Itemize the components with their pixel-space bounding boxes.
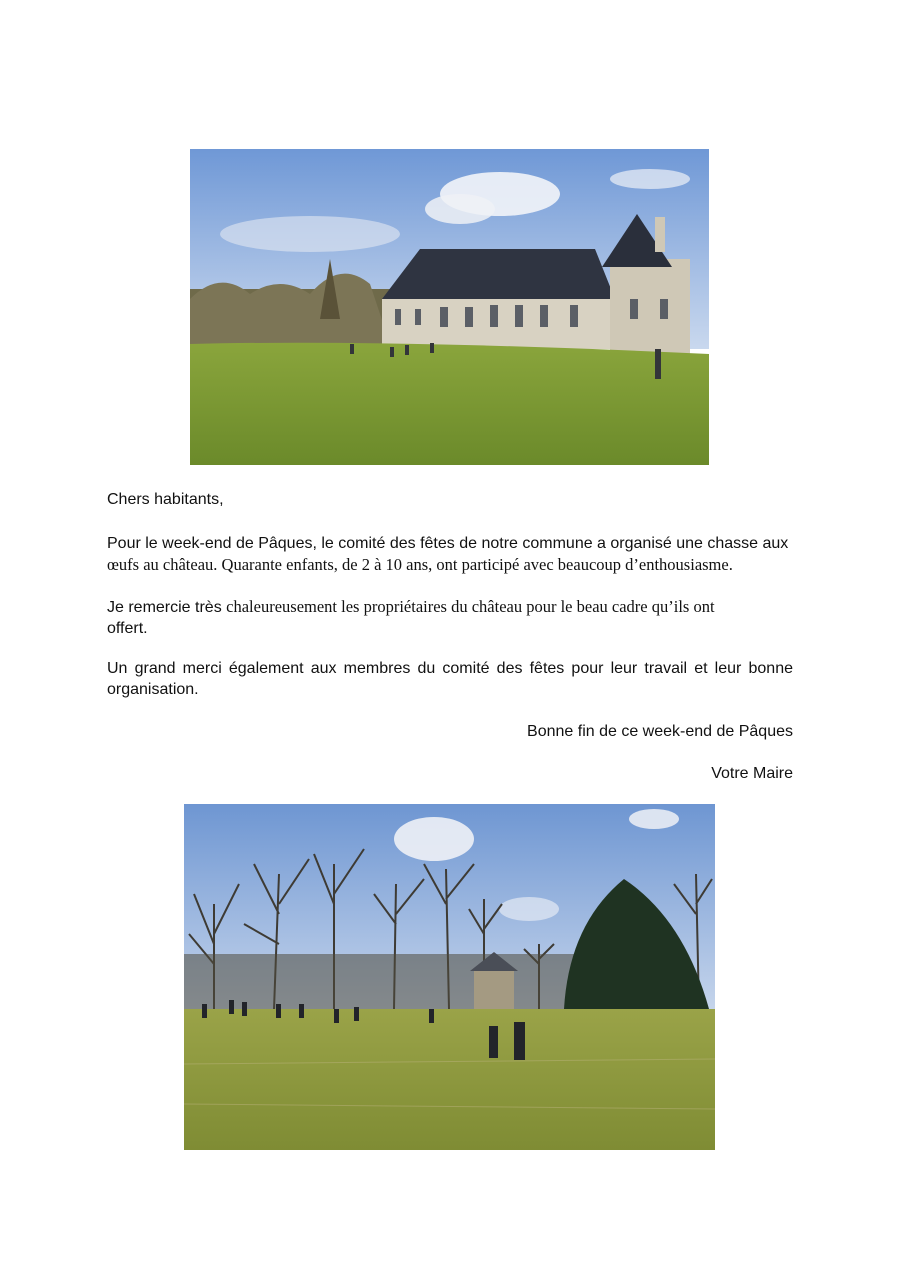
paragraph-thanks-owners-middle: chaleureusement les propriétaires du château pour le beau cadre qu’ils ont: [226, 597, 715, 616]
egg-hunt-park-illustration: [184, 804, 715, 1150]
paragraph-thanks-owners-end: offert.: [107, 620, 148, 637]
paragraph-thanks-committee: Un grand merci également aux membres du comité des fêtes pour leur travail et leur bonne organisation.: [107, 660, 793, 698]
paragraph-egg-hunt-line2: œufs au château. Quarante enfants, de 2 à 10 ans, ont participé avec beaucoup d’enthousiasme.: [107, 555, 733, 574]
egg-hunt-park-photo: [184, 804, 715, 1150]
signature: Votre Maire: [711, 765, 793, 782]
paragraph-thanks-owners: [107, 596, 793, 639]
closing-line: Bonne fin de ce week-end de Pâques: [527, 723, 793, 740]
chateau-photo: [190, 149, 709, 465]
paragraph-egg-hunt: [107, 533, 793, 576]
chateau-photo-illustration: [190, 149, 709, 465]
greeting: Chers habitants,: [107, 491, 224, 508]
paragraph-thanks-owners-start: Je remercie très: [107, 599, 222, 616]
paragraph-egg-hunt-line1: Pour le week-end de Pâques, le comité des fêtes de notre commune a organisé une chasse aux: [107, 535, 789, 552]
